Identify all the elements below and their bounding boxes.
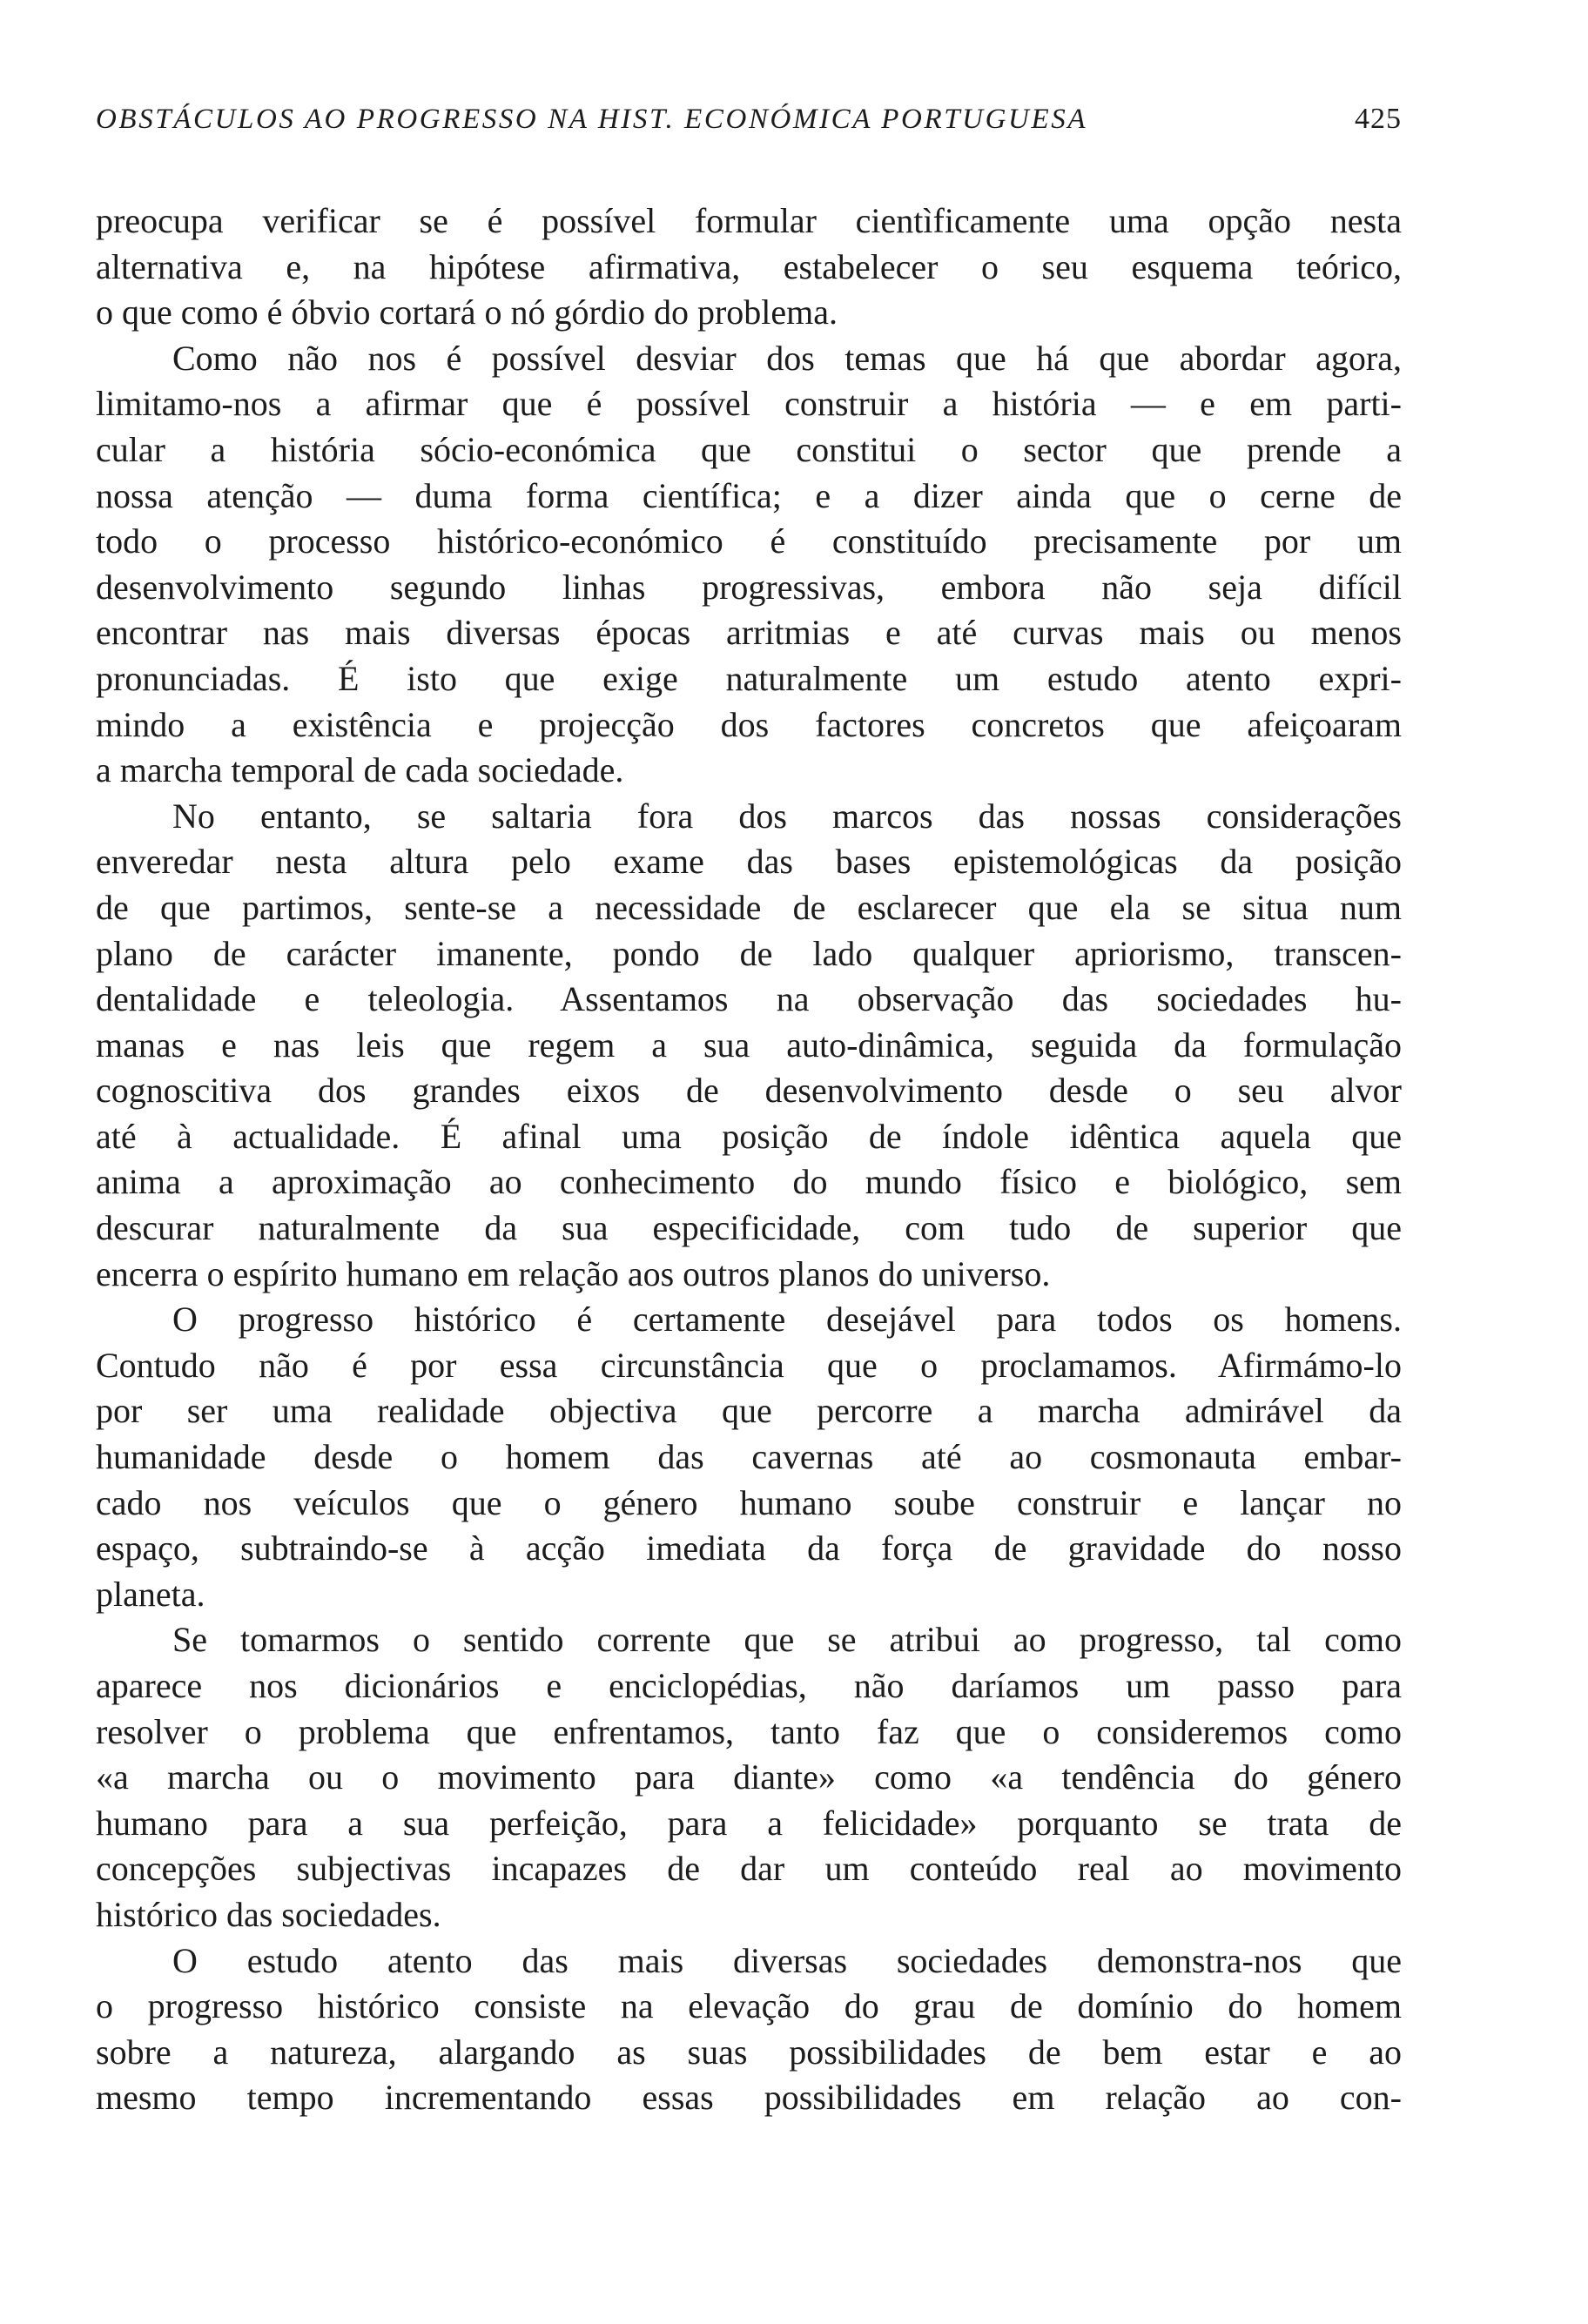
text-line: o que como é óbvio cortará o nó górdio do problema. (96, 292, 838, 332)
text-line: histórico das sociedades. (96, 1894, 441, 1934)
text-line: O estudo atento das mais diversas sociedades demonstra-nos que (172, 1940, 1402, 1980)
text-line: até à actualidade. É afinal uma posição de índole idêntica aquela que (96, 1116, 1402, 1156)
running-head (96, 103, 1402, 146)
text-line: o progresso histórico consiste na elevação do grau de domínio do homem (96, 1986, 1402, 2026)
text-line: nossa atenção — duma forma científica; e a dizer ainda que o cerne de (96, 475, 1402, 515)
text-line: mesmo tempo incrementando essas possibilidades em relação ao con- (96, 2078, 1402, 2118)
text-line: Como não nos é possível desviar dos temas que há que abordar agora, (172, 338, 1402, 378)
text-line: por ser uma realidade objectiva que percorre a marcha admirável da (96, 1391, 1402, 1431)
text-line: resolver o problema que enfrentamos, tanto faz que o consideremos como (96, 1711, 1402, 1751)
text-line: Se tomarmos o sentido corrente que se atribui ao progresso, tal como (172, 1620, 1402, 1660)
text-line: descurar naturalmente da sua especificidade, com tudo de superior que (96, 1208, 1402, 1248)
text-line: humano para a sua perfeição, para a felicidade» porquanto se trata de (96, 1803, 1402, 1843)
text-line: mindo a existência e projecção dos factores concretos que afeiçoaram (96, 704, 1402, 744)
paragraph (96, 1938, 1402, 2121)
text-line: humanidade desde o homem das cavernas até ao cosmonauta embar- (96, 1437, 1402, 1477)
paragraph (96, 794, 1402, 1298)
text-line: a marcha temporal de cada sociedade. (96, 750, 624, 790)
text-line: desenvolvimento segundo linhas progressivas, embora não seja difícil (96, 567, 1402, 607)
text-line: cognoscitiva dos grandes eixos de desenvolvimento desde o seu alvor (96, 1071, 1402, 1111)
text-line: No entanto, se saltaria fora dos marcos das nossas considerações (172, 796, 1402, 836)
text-line: espaço, subtraindo-se à acção imediata da força de gravidade do nosso (96, 1528, 1402, 1568)
page-number: 425 (1355, 103, 1402, 135)
body-text (96, 198, 1402, 2121)
text-line: preocupa verificar se é possível formular cientìficamente uma opção nesta (96, 201, 1402, 240)
text-line: alternativa e, na hipótese afirmativa, estabelecer o seu esquema teórico, (96, 246, 1402, 286)
paragraph (96, 1297, 1402, 1617)
text-line: concepções subjectivas incapazes de dar um conteúdo real ao movimento (96, 1849, 1402, 1889)
text-line: enveredar nesta altura pelo exame das bases epistemológicas da posição (96, 842, 1402, 882)
text-line: «a marcha ou o movimento para diante» como «a tendência do género (96, 1757, 1402, 1797)
text-line: plano de carácter imanente, pondo de lado qualquer apriorismo, transcen- (96, 933, 1402, 973)
text-line: manas e nas leis que regem a sua auto-dinâmica, seguida da formulação (96, 1024, 1402, 1065)
text-line: de que partimos, sente-se a necessidade de esclarecer que ela se situa num (96, 887, 1402, 927)
text-line: Contudo não é por essa circunstância que o proclamamos. Afirmámo-lo (96, 1345, 1402, 1385)
text-line: pronunciadas. É isto que exige naturalmente um estudo atento expri- (96, 658, 1402, 698)
running-title: OBSTÁCULOS AO PROGRESSO NA HIST. ECONÓMICA PORTUGUESA (96, 104, 1088, 135)
paragraph (96, 1617, 1402, 1938)
text-line: anima a aproximação ao conhecimento do mundo físico e biológico, sem (96, 1162, 1402, 1202)
text-line: limitamo-nos a afirmar que é possível construir a história — e em parti- (96, 384, 1402, 424)
paragraph (96, 198, 1402, 336)
text-line: aparece nos dicionários e enciclopédias, não daríamos um passo para (96, 1666, 1402, 1705)
text-line: O progresso histórico é certamente desejável para todos os homens. (172, 1300, 1402, 1340)
text-line: encontrar nas mais diversas épocas arritmias e até curvas mais ou menos (96, 613, 1402, 653)
paragraph (96, 336, 1402, 794)
text-line: cular a história sócio-económica que constitui o sector que prende a (96, 429, 1402, 469)
text-line: dentalidade e teleologia. Assentamos na observação das sociedades hu- (96, 979, 1402, 1019)
text-line: cado nos veículos que o género humano soube construir e lançar no (96, 1482, 1402, 1522)
text-line: encerra o espírito humano em relação aos outros planos do universo. (96, 1253, 1051, 1293)
text-line: todo o processo histórico-económico é constituído precisamente por um (96, 521, 1402, 561)
text-line: planeta. (96, 1574, 205, 1614)
text-line: sobre a natureza, alargando as suas possibilidades de bem estar e ao (96, 2032, 1402, 2072)
